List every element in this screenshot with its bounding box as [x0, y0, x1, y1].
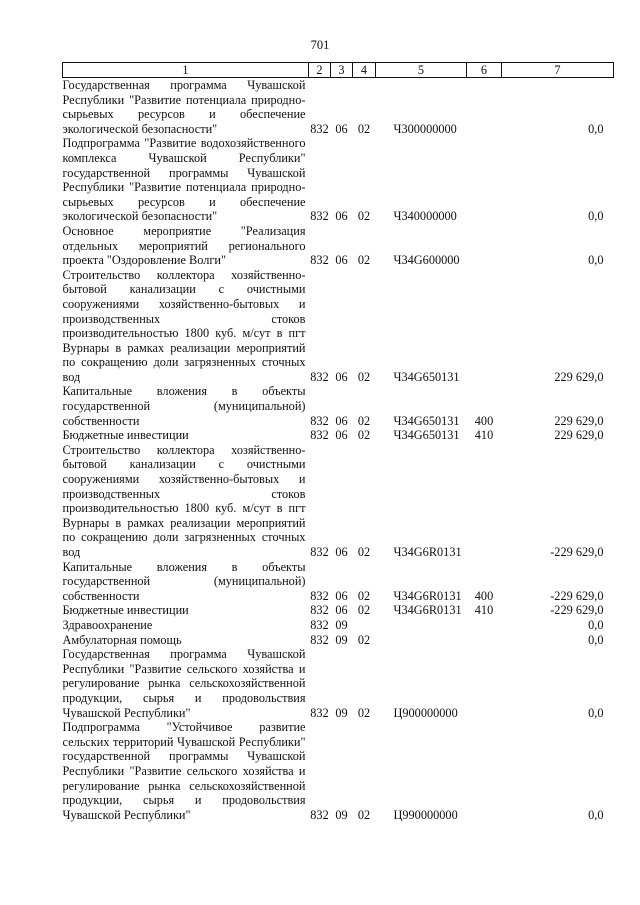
row-razdel: 06 — [335, 588, 348, 603]
row-amount: 0,0 — [588, 617, 604, 632]
row-podrazdel: 02 — [357, 705, 371, 720]
budget-table — [62, 62, 614, 822]
table-row — [63, 633, 614, 648]
row-expense-type — [467, 224, 502, 268]
row-razdel: 06 — [335, 545, 348, 559]
row-name: Бюджетные инвестиции — [62, 428, 189, 443]
table-row — [63, 224, 614, 268]
row-podrazdel: 02 — [357, 603, 371, 618]
table-row — [63, 136, 614, 224]
page-number: 701 — [310, 38, 330, 52]
row-target-article: Ч340000000 — [393, 209, 457, 224]
row-podrazdel: 02 — [357, 253, 371, 268]
row-amount: 0,0 — [588, 705, 604, 720]
row-expense-type — [467, 633, 502, 648]
row-amount: 229 629,0 — [554, 428, 604, 443]
row-expense-type — [467, 618, 502, 633]
row-podrazdel: 02 — [357, 545, 371, 559]
row-name: Капитальные вложения в объекты государственной (муниципальной) собственности — [62, 384, 306, 428]
header-col-7: 7 — [502, 63, 614, 78]
table-row — [63, 443, 614, 560]
row-amount: 229 629,0 — [554, 413, 604, 428]
header-col-6: 6 — [467, 63, 502, 78]
row-glava: 832 — [310, 413, 329, 428]
row-amount: -229 629,0 — [550, 545, 604, 559]
row-amount: 0,0 — [588, 253, 604, 268]
row-amount: -229 629,0 — [550, 603, 604, 618]
row-glava: 832 — [310, 617, 329, 632]
row-podrazdel: 02 — [357, 632, 371, 647]
row-target-article: Ч34G650131 — [393, 369, 460, 384]
row-target-article: Ч34G600000 — [393, 253, 460, 268]
row-expense-type: 400 — [474, 413, 494, 428]
row-target-article: Ч34G6R0131 — [393, 603, 462, 618]
row-podrazdel: 02 — [357, 588, 371, 603]
row-amount: 0,0 — [588, 807, 604, 822]
row-razdel: 06 — [335, 369, 348, 384]
row-name: Здравоохранение — [62, 617, 153, 632]
row-target-article — [376, 633, 467, 648]
row-target-article: Ч34G650131 — [393, 428, 460, 443]
row-name: Строительство коллектора хозяйственно-бытовой канализации с очистными сооружениями хозяйственно-бытовых и производственных стоков производительностью 1800 куб. м/сут в пгт Вурнары в рамках реализации мероприятий по сокращению доли загрязненных сточных вод — [62, 442, 306, 559]
row-glava: 832 — [310, 545, 329, 559]
row-razdel: 09 — [335, 807, 348, 822]
header-col-4: 4 — [353, 63, 376, 78]
row-glava: 832 — [310, 705, 329, 720]
row-name: Основное мероприятие "Реализация отдельных мероприятий регионального проекта "Оздоровление Волги" — [62, 223, 306, 268]
row-amount: 0,0 — [588, 632, 604, 647]
row-podrazdel: 02 — [357, 413, 371, 428]
row-name: Амбулаторная помощь — [62, 632, 182, 647]
row-podrazdel — [353, 618, 376, 633]
row-expense-type: 410 — [474, 428, 494, 443]
row-amount: 0,0 — [588, 209, 604, 224]
row-glava: 832 — [310, 209, 329, 224]
row-razdel: 06 — [335, 428, 348, 443]
header-col-3: 3 — [331, 63, 353, 78]
row-razdel: 06 — [335, 121, 348, 136]
row-expense-type: 410 — [474, 603, 494, 618]
row-razdel: 06 — [335, 413, 348, 428]
row-name: Государственная программа Чувашской Республики "Развитие сельского хозяйства и регулирование рынка сельскохозяйственной продукции, сырья и продовольствия Чувашской Республики" — [62, 647, 306, 720]
row-target-article: Ч34G6R0131 — [393, 588, 462, 603]
row-podrazdel: 02 — [357, 428, 371, 443]
row-glava: 832 — [310, 369, 329, 384]
row-razdel: 06 — [335, 209, 348, 224]
header-col-5: 5 — [376, 63, 467, 78]
row-glava: 832 — [310, 121, 329, 136]
table-row — [63, 78, 614, 137]
table-row — [63, 384, 614, 428]
row-expense-type — [467, 647, 502, 720]
row-podrazdel: 02 — [357, 209, 371, 224]
row-target-article: Ч34G650131 — [393, 413, 460, 428]
row-glava: 832 — [310, 603, 329, 618]
row-expense-type — [467, 443, 502, 560]
row-glava: 832 — [310, 632, 329, 647]
row-glava: 832 — [310, 428, 329, 443]
header-col-1: 1 — [63, 63, 309, 78]
row-name: Подпрограмма "Развитие водохозяйственного комплекса Чувашской Республики" государственной программы Чувашской Республики "Развитие потенциала природно-сырьевых ресурсов и обеспечение экологической безопасности" — [62, 136, 306, 224]
row-name: Капитальные вложения в объекты государственной (муниципальной) собственности — [62, 559, 306, 603]
row-podrazdel: 02 — [357, 369, 371, 384]
table-row — [63, 618, 614, 633]
row-name: Бюджетные инвестиции — [62, 603, 189, 618]
row-razdel: 09 — [335, 617, 348, 632]
row-razdel: 06 — [335, 603, 348, 618]
row-expense-type — [467, 268, 502, 385]
row-glava: 832 — [310, 807, 329, 822]
row-target-article: Ч300000000 — [393, 121, 457, 136]
row-razdel: 09 — [335, 632, 348, 647]
row-name: Подпрограмма "Устойчивое развитие сельских территорий Чувашской Республики" государственной программы Чувашской Республики "Развитие сельского хозяйства и регулирование рынка сельскохозяйственной продукции, сырья и продовольствия Чувашской Республики" — [62, 720, 306, 822]
row-target-article: Ц990000000 — [393, 807, 458, 822]
table-row — [63, 560, 614, 604]
row-podrazdel: 02 — [357, 807, 371, 822]
table-row — [63, 603, 614, 618]
row-glava: 832 — [310, 588, 329, 603]
row-amount: 229 629,0 — [554, 369, 604, 384]
row-name: Государственная программа Чувашской Республики "Развитие потенциала природно-сырьевых ресурсов и обеспечение экологической безопасности" — [62, 78, 306, 136]
table-row — [63, 428, 614, 443]
table-header — [63, 63, 614, 78]
row-expense-type — [467, 136, 502, 224]
row-amount: -229 629,0 — [550, 588, 604, 603]
row-razdel: 06 — [335, 253, 348, 268]
table-body — [63, 78, 614, 823]
row-expense-type — [467, 720, 502, 822]
row-target-article: Ц900000000 — [393, 705, 458, 720]
row-name: Строительство коллектора хозяйственно-бытовой канализации с очистными сооружениями хозяйственно-бытовых и производственных стоков производительностью 1800 куб. м/сут в пгт Вурнары в рамках реализации мероприятий по сокращению доли загрязненных сточных вод — [62, 267, 306, 384]
row-amount: 0,0 — [588, 121, 604, 136]
row-razdel: 09 — [335, 705, 348, 720]
row-expense-type — [467, 78, 502, 137]
row-expense-type: 400 — [474, 588, 494, 603]
row-target-article — [376, 618, 467, 633]
table-row — [63, 268, 614, 385]
table-row — [63, 720, 614, 822]
header-col-2: 2 — [309, 63, 331, 78]
table-row — [63, 647, 614, 720]
row-podrazdel: 02 — [357, 121, 371, 136]
row-glava: 832 — [310, 253, 329, 268]
row-target-article: Ч34G6R0131 — [393, 545, 462, 559]
